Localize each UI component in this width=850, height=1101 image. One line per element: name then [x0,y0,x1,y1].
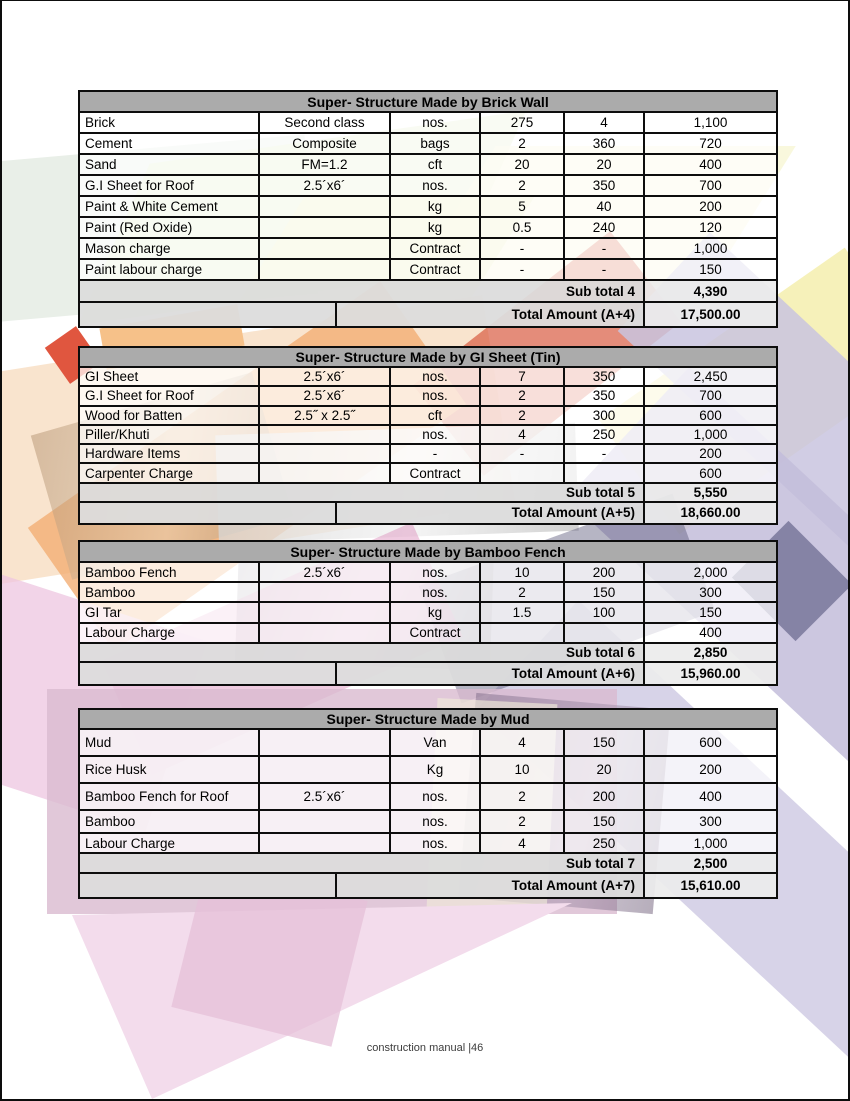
amount-cell: 400 [645,624,776,642]
unit-cell: Contract [391,624,481,642]
spec-cell: 2.5´x6´ [260,784,391,809]
rate-cell: 250 [565,426,645,443]
item-cell: Sand [80,155,260,174]
rate-cell: 20 [565,155,645,174]
spec-cell [260,260,391,279]
spec-cell [260,834,391,852]
item-cell: Mason charge [80,239,260,258]
table-row [80,155,776,176]
amount-cell: 600 [645,407,776,424]
qty-cell: - [481,239,565,258]
subtotal-row [80,281,776,303]
table-bamboo-fence [78,540,778,686]
table-row [80,624,776,644]
table-row [80,407,776,426]
rate-cell: 250 [565,834,645,852]
qty-cell: 275 [481,113,565,132]
table-row [80,445,776,464]
item-cell: Carpenter Charge [80,464,260,481]
unit-cell: kg [391,603,481,621]
subtotal-value: 5,550 [645,484,776,501]
total-label: Total Amount (A+6) [337,663,645,684]
spec-cell [260,757,391,782]
subtotal-row [80,644,776,663]
total-filler [80,874,337,897]
spec-cell: 2.5´x6´ [260,387,391,404]
item-cell: Mud [80,730,260,755]
amount-cell: 1,000 [645,834,776,852]
qty-cell: 4 [481,834,565,852]
rate-cell: 200 [565,784,645,809]
rate-cell: 150 [565,583,645,601]
table-row [80,583,776,603]
table-row [80,368,776,387]
qty-cell: 0.5 [481,218,565,237]
amount-cell: 150 [645,603,776,621]
spec-cell [260,445,391,462]
table-row [80,239,776,260]
table-row [80,730,776,757]
table-row [80,197,776,218]
item-cell: Bamboo [80,583,260,601]
qty-cell [481,624,565,642]
qty-cell: 7 [481,368,565,385]
spec-cell [260,730,391,755]
amount-cell: 2,000 [645,563,776,581]
unit-cell: nos. [391,176,481,195]
item-cell: Wood for Batten [80,407,260,424]
unit-cell: Van [391,730,481,755]
qty-cell: 2 [481,784,565,809]
total-row [80,874,776,897]
table-row [80,834,776,854]
qty-cell: 1.5 [481,603,565,621]
qty-cell: 2 [481,387,565,404]
qty-cell: 10 [481,563,565,581]
rate-cell: 40 [565,197,645,216]
amount-cell: 120 [645,218,776,237]
item-cell: Hardware Items [80,445,260,462]
rate-cell [565,624,645,642]
unit-cell: Contract [391,260,481,279]
unit-cell: nos. [391,368,481,385]
total-label: Total Amount (A+5) [337,503,645,523]
amount-cell: 200 [645,445,776,462]
table-mud [78,708,778,899]
page-footer: construction manual |46 [366,1042,484,1054]
rate-cell: 4 [565,113,645,132]
spec-cell: 2.5´x6´ [260,563,391,581]
subtotal-label: Sub total 5 [80,484,645,501]
amount-cell: 400 [645,155,776,174]
table-row [80,811,776,834]
amount-cell: 1,000 [645,426,776,443]
table-row [80,134,776,155]
rate-cell: 360 [565,134,645,153]
amount-cell: 300 [645,583,776,601]
total-value: 15,960.00 [645,663,776,684]
rate-cell: - [565,239,645,258]
amount-cell: 400 [645,784,776,809]
unit-cell: nos. [391,113,481,132]
qty-cell: 10 [481,757,565,782]
subtotal-row [80,854,776,874]
item-cell: Brick [80,113,260,132]
amount-cell: 700 [645,387,776,404]
total-label: Total Amount (A+4) [337,303,645,326]
spec-cell [260,426,391,443]
rate-cell: - [565,445,645,462]
item-cell: Labour Charge [80,624,260,642]
rate-cell: 100 [565,603,645,621]
rate-cell: 150 [565,811,645,832]
unit-cell: Kg [391,757,481,782]
spec-cell [260,583,391,601]
item-cell: Paint labour charge [80,260,260,279]
rate-cell: 20 [565,757,645,782]
table-row [80,113,776,134]
table-gi-sheet-tin [78,346,778,525]
table-row [80,260,776,281]
spec-cell [260,624,391,642]
item-cell: Piller/Khuti [80,426,260,443]
total-value: 17,500.00 [645,303,776,326]
rate-cell: 350 [565,387,645,404]
total-filler [80,303,337,326]
rate-cell: - [565,260,645,279]
amount-cell: 200 [645,197,776,216]
table-row [80,176,776,197]
rate-cell: 200 [565,563,645,581]
total-value: 15,610.00 [645,874,776,897]
unit-cell: cft [391,407,481,424]
item-cell: Paint (Red Oxide) [80,218,260,237]
subtotal-label: Sub total 6 [80,644,645,661]
qty-cell: - [481,445,565,462]
qty-cell: 5 [481,197,565,216]
qty-cell: 2 [481,583,565,601]
spec-cell: 2.5´x6´ [260,368,391,385]
item-cell: Bamboo Fench [80,563,260,581]
amount-cell: 600 [645,464,776,481]
item-cell: Bamboo [80,811,260,832]
amount-cell: 1,100 [645,113,776,132]
table-brick-wall [78,90,778,328]
unit-cell: nos. [391,426,481,443]
total-filler [80,503,337,523]
total-row [80,503,776,523]
spec-cell: FM=1.2 [260,155,391,174]
unit-cell: nos. [391,784,481,809]
table-title: Super- Structure Made by GI Sheet (Tin) [80,348,776,368]
unit-cell: Contract [391,464,481,481]
qty-cell: 20 [481,155,565,174]
subtotal-label: Sub total 7 [80,854,645,872]
spec-cell: 2.5˝ x 2.5˝ [260,407,391,424]
subtotal-label: Sub total 4 [80,281,645,301]
amount-cell: 300 [645,811,776,832]
table-title: Super- Structure Made by Bamboo Fench [80,542,776,563]
item-cell: Bamboo Fench for Roof [80,784,260,809]
total-label: Total Amount (A+7) [337,874,645,897]
rate-cell: 150 [565,730,645,755]
unit-cell: nos. [391,583,481,601]
table-row [80,218,776,239]
item-cell: GI Sheet [80,368,260,385]
rate-cell: 300 [565,407,645,424]
amount-cell: 1,000 [645,239,776,258]
qty-cell: 2 [481,407,565,424]
qty-cell [481,464,565,481]
table-row [80,603,776,623]
subtotal-row [80,484,776,503]
table-row [80,464,776,483]
unit-cell: kg [391,218,481,237]
spec-cell [260,218,391,237]
unit-cell: - [391,445,481,462]
amount-cell: 600 [645,730,776,755]
spec-cell: Composite [260,134,391,153]
spec-cell: Second class [260,113,391,132]
item-cell: Paint & White Cement [80,197,260,216]
item-cell: G.I Sheet for Roof [80,387,260,404]
unit-cell: kg [391,197,481,216]
table-row [80,426,776,445]
subtotal-value: 4,390 [645,281,776,301]
table-row [80,563,776,583]
table-title: Super- Structure Made by Mud [80,710,776,730]
unit-cell: cft [391,155,481,174]
total-row [80,663,776,684]
spec-cell [260,239,391,258]
subtotal-value: 2,850 [645,644,776,661]
spec-cell [260,603,391,621]
spec-cell: 2.5´x6´ [260,176,391,195]
table-row [80,784,776,811]
unit-cell: nos. [391,387,481,404]
item-cell: Rice Husk [80,757,260,782]
total-filler [80,663,337,684]
qty-cell: - [481,260,565,279]
item-cell: Labour Charge [80,834,260,852]
item-cell: GI Tar [80,603,260,621]
qty-cell: 4 [481,730,565,755]
amount-cell: 720 [645,134,776,153]
amount-cell: 150 [645,260,776,279]
unit-cell: nos. [391,811,481,832]
amount-cell: 200 [645,757,776,782]
rate-cell: 350 [565,176,645,195]
amount-cell: 700 [645,176,776,195]
unit-cell: nos. [391,834,481,852]
subtotal-value: 2,500 [645,854,776,872]
total-row [80,303,776,326]
table-row [80,757,776,784]
item-cell: G.I Sheet for Roof [80,176,260,195]
total-value: 18,660.00 [645,503,776,523]
qty-cell: 2 [481,811,565,832]
unit-cell: bags [391,134,481,153]
qty-cell: 2 [481,176,565,195]
table-title: Super- Structure Made by Brick Wall [80,92,776,113]
qty-cell: 2 [481,134,565,153]
qty-cell: 4 [481,426,565,443]
rate-cell: 350 [565,368,645,385]
spec-cell [260,197,391,216]
rate-cell [565,464,645,481]
item-cell: Cement [80,134,260,153]
rate-cell: 240 [565,218,645,237]
spec-cell [260,464,391,481]
table-row [80,387,776,406]
unit-cell: Contract [391,239,481,258]
amount-cell: 2,450 [645,368,776,385]
unit-cell: nos. [391,563,481,581]
spec-cell [260,811,391,832]
